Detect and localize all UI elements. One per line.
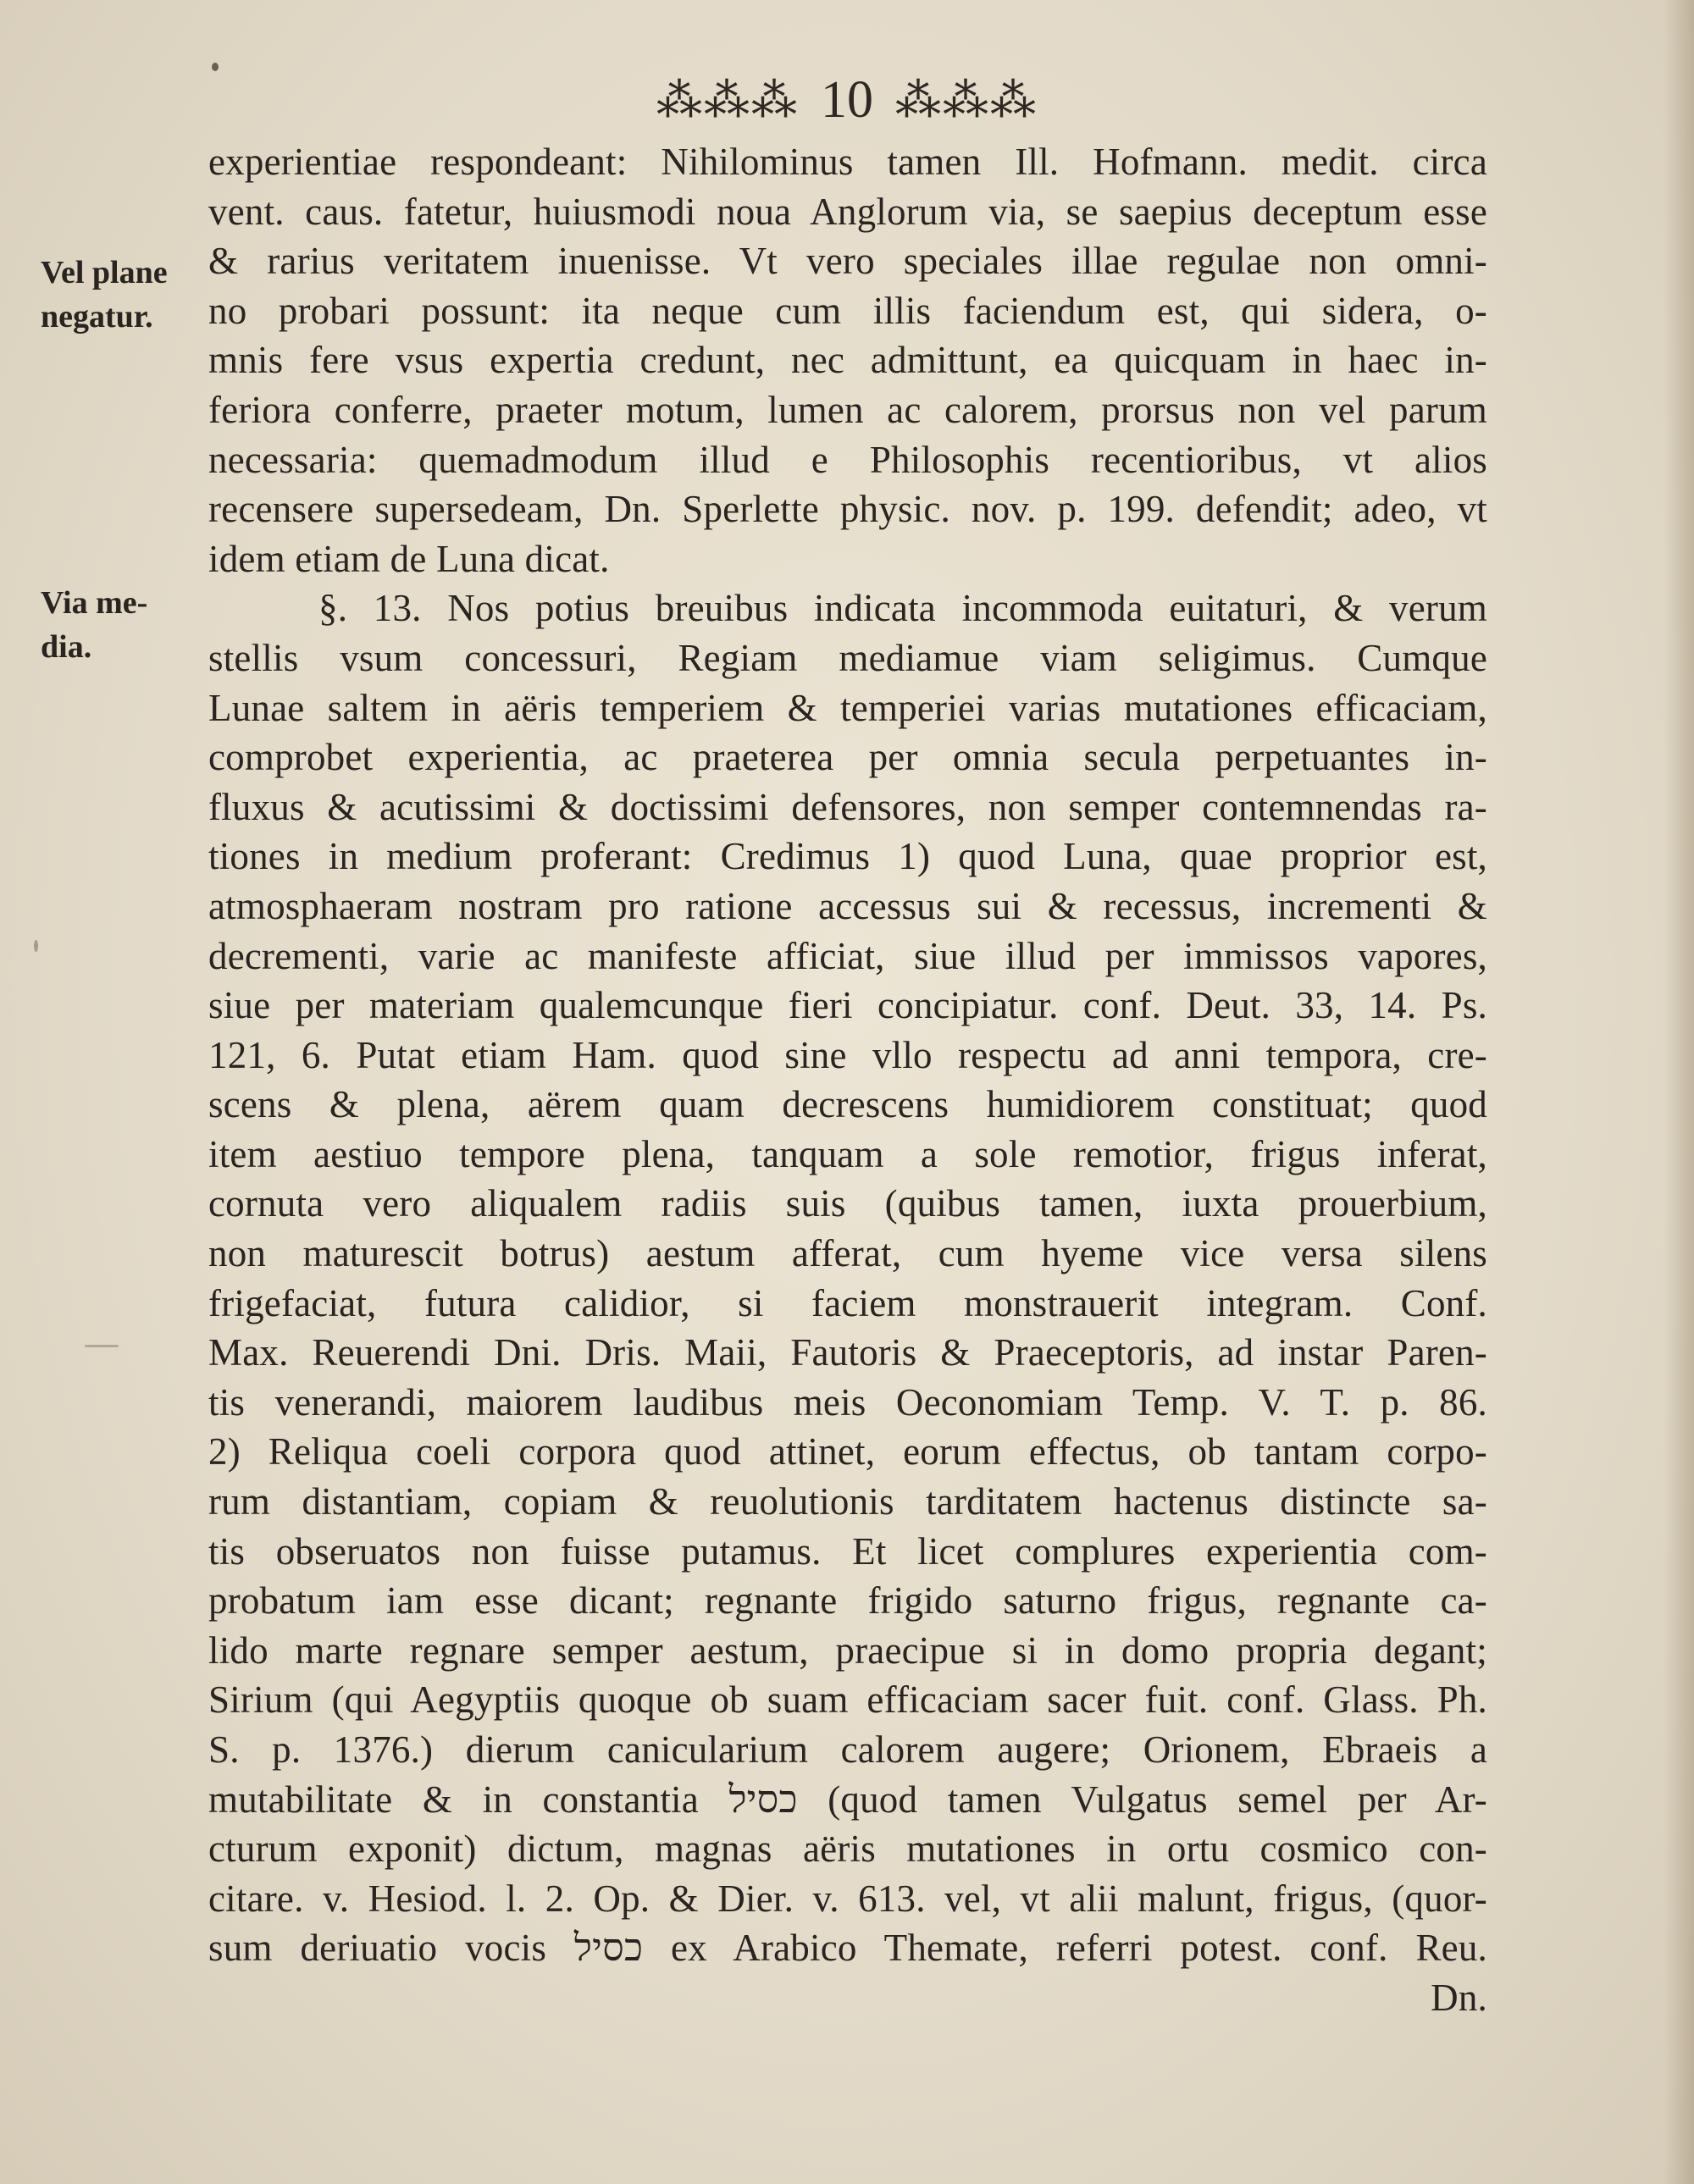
text-line: probatum iam esse dicant; regnante frigido saturno frigus, regnante ca- (208, 1579, 1487, 1623)
text-line: no probari possunt: ita neque cum illis faciendum est, qui sidera, o- (208, 289, 1487, 332)
text-line: stellis vsum concessuri, Regiam mediamue viam seligimus. Cumque (208, 636, 1487, 679)
text-line: feriora conferre, praeter motum, lumen ac calorem, prorsus non vel parum (208, 388, 1487, 431)
text-line: Sirium (qui Aegyptiis quoque ob suam efficaciam sacer fuit. conf. Glass. Ph. (208, 1678, 1487, 1722)
ink-speck (212, 63, 219, 71)
text-line: item aestiuo tempore plena, tanquam a sole remotior, frigus inferat, (208, 1132, 1487, 1175)
ink-speck (34, 940, 38, 952)
text-line: comprobet experientia, ac praeterea per omnia secula perpetuantes in- (208, 736, 1487, 779)
text-line: sum deriuatio vocis כסיל ex Arabico Themate, referri potest. conf. Reu. (208, 1927, 1487, 1970)
text-line: S. p. 1376.) dierum canicularium calorem augere; Orionem, Ebraeis a (208, 1728, 1487, 1771)
margin-note-line: Vel plane (41, 255, 168, 290)
text-line: tiones in medium proferant: Credimus 1) quod Luna, quae proprior est, (208, 835, 1487, 878)
text-line: frigefaciat, futura calidior, si faciem monstrauerit integram. Conf. (208, 1281, 1487, 1324)
text-line: necessaria: quemadmodum illud e Philosophis recentioribus, vt alios (208, 438, 1487, 481)
text-line: recensere supersedeam, Dn. Sperlette physic. nov. p. 199. defendit; adeo, vt (208, 488, 1487, 531)
margin-note-2 (41, 581, 202, 669)
text-line: mnis fere vsus expertia credunt, nec admittunt, ea quicquam in haec in- (208, 339, 1487, 382)
text-line: non maturescit botrus) aestum afferat, cum hyeme vice versa silens (208, 1232, 1487, 1275)
text-line: mutabilitate & in constantia כסיל (quod tamen Vulgatus semel per Ar- (208, 1778, 1487, 1821)
text-line: decrementi, varie ac manifeste afficiat, siue illud per immissos vapores, (208, 934, 1487, 977)
text-line: 121, 6. Putat etiam Ham. quod sine vllo respectu ad anni tempora, cre- (208, 1033, 1487, 1076)
text-line: tis obseruatos non fuisse putamus. Et licet complures experientia com- (208, 1529, 1487, 1573)
page-header (656, 66, 1038, 134)
text-line: atmosphaeram nostram pro ratione accessus sui & recessus, incrementi & (208, 884, 1487, 927)
text-line: lido marte regnare semper aestum, praecipue si in domo propria degant; (208, 1628, 1487, 1672)
text-line: scens & plena, aërem quam decrescens humidiorem constituat; quod (208, 1083, 1487, 1126)
text-line: idem etiam de Luna dicat. (208, 537, 610, 580)
ornament-left-icon: ⁂⁂⁂ (656, 75, 799, 126)
text-line: cornuta vero aliqualem radiis suis (quibus tamen, iuxta prouerbium, (208, 1182, 1487, 1225)
text-line: §. 13. Nos potius breuibus indicata incommoda euitaturi, & verum (318, 587, 1487, 630)
page-edge-shadow (1664, 0, 1694, 2184)
text-line: cturum exponit) dictum, magnas aëris mutationes in ortu cosmico con- (208, 1827, 1487, 1871)
text-line: tis venerandi, maiorem laudibus meis Oeconomiam Temp. V. T. p. 86. (208, 1380, 1487, 1424)
margin-note-line: Via me- (41, 585, 148, 621)
text-line: Max. Reuerendi Dni. Dris. Maii, Fautoris & Praeceptoris, ad instar Paren- (208, 1331, 1487, 1374)
text-line: rum distantiam, copiam & reuolutionis tarditatem hactenus distincte sa- (208, 1480, 1487, 1523)
text-line: experientiae respondeant: Nihilominus tamen Ill. Hofmann. medit. circa (208, 141, 1487, 183)
text-line: 2) Reliqua coeli corpora quod attinet, eorum effectus, ob tantam corpo- (208, 1430, 1487, 1474)
catchword: Dn. (1431, 1976, 1487, 2019)
text-line: citare. v. Hesiod. l. 2. Op. & Dier. v. 613. vel, vt alii malunt, frigus, (quor- (208, 1877, 1487, 1920)
text-line: fluxus & acutissimi & doctissimi defensores, non semper contemnendas ra- (208, 785, 1487, 828)
margin-note-1 (41, 251, 202, 339)
ornament-right-icon: ⁂⁂⁂ (895, 75, 1038, 126)
text-line: & rarius veritatem inuenisse. Vt vero speciales illae regulae non omni- (208, 240, 1487, 283)
ink-speck (85, 1345, 119, 1347)
margin-note-line: negatur. (41, 299, 153, 335)
text-line: siue per materiam qualemcunque fieri concipiatur. conf. Deut. 33, 14. Ps. (208, 984, 1487, 1027)
text-line: Lunae saltem in aëris temperiem & temperiei varias mutationes efficaciam, (208, 686, 1487, 729)
margin-note-line: dia. (41, 629, 92, 665)
page-number: 10 (821, 70, 873, 129)
body-text (208, 137, 1487, 2023)
text-line: vent. caus. fatetur, huiusmodi noua Anglorum via, se saepius deceptum esse (208, 190, 1487, 233)
